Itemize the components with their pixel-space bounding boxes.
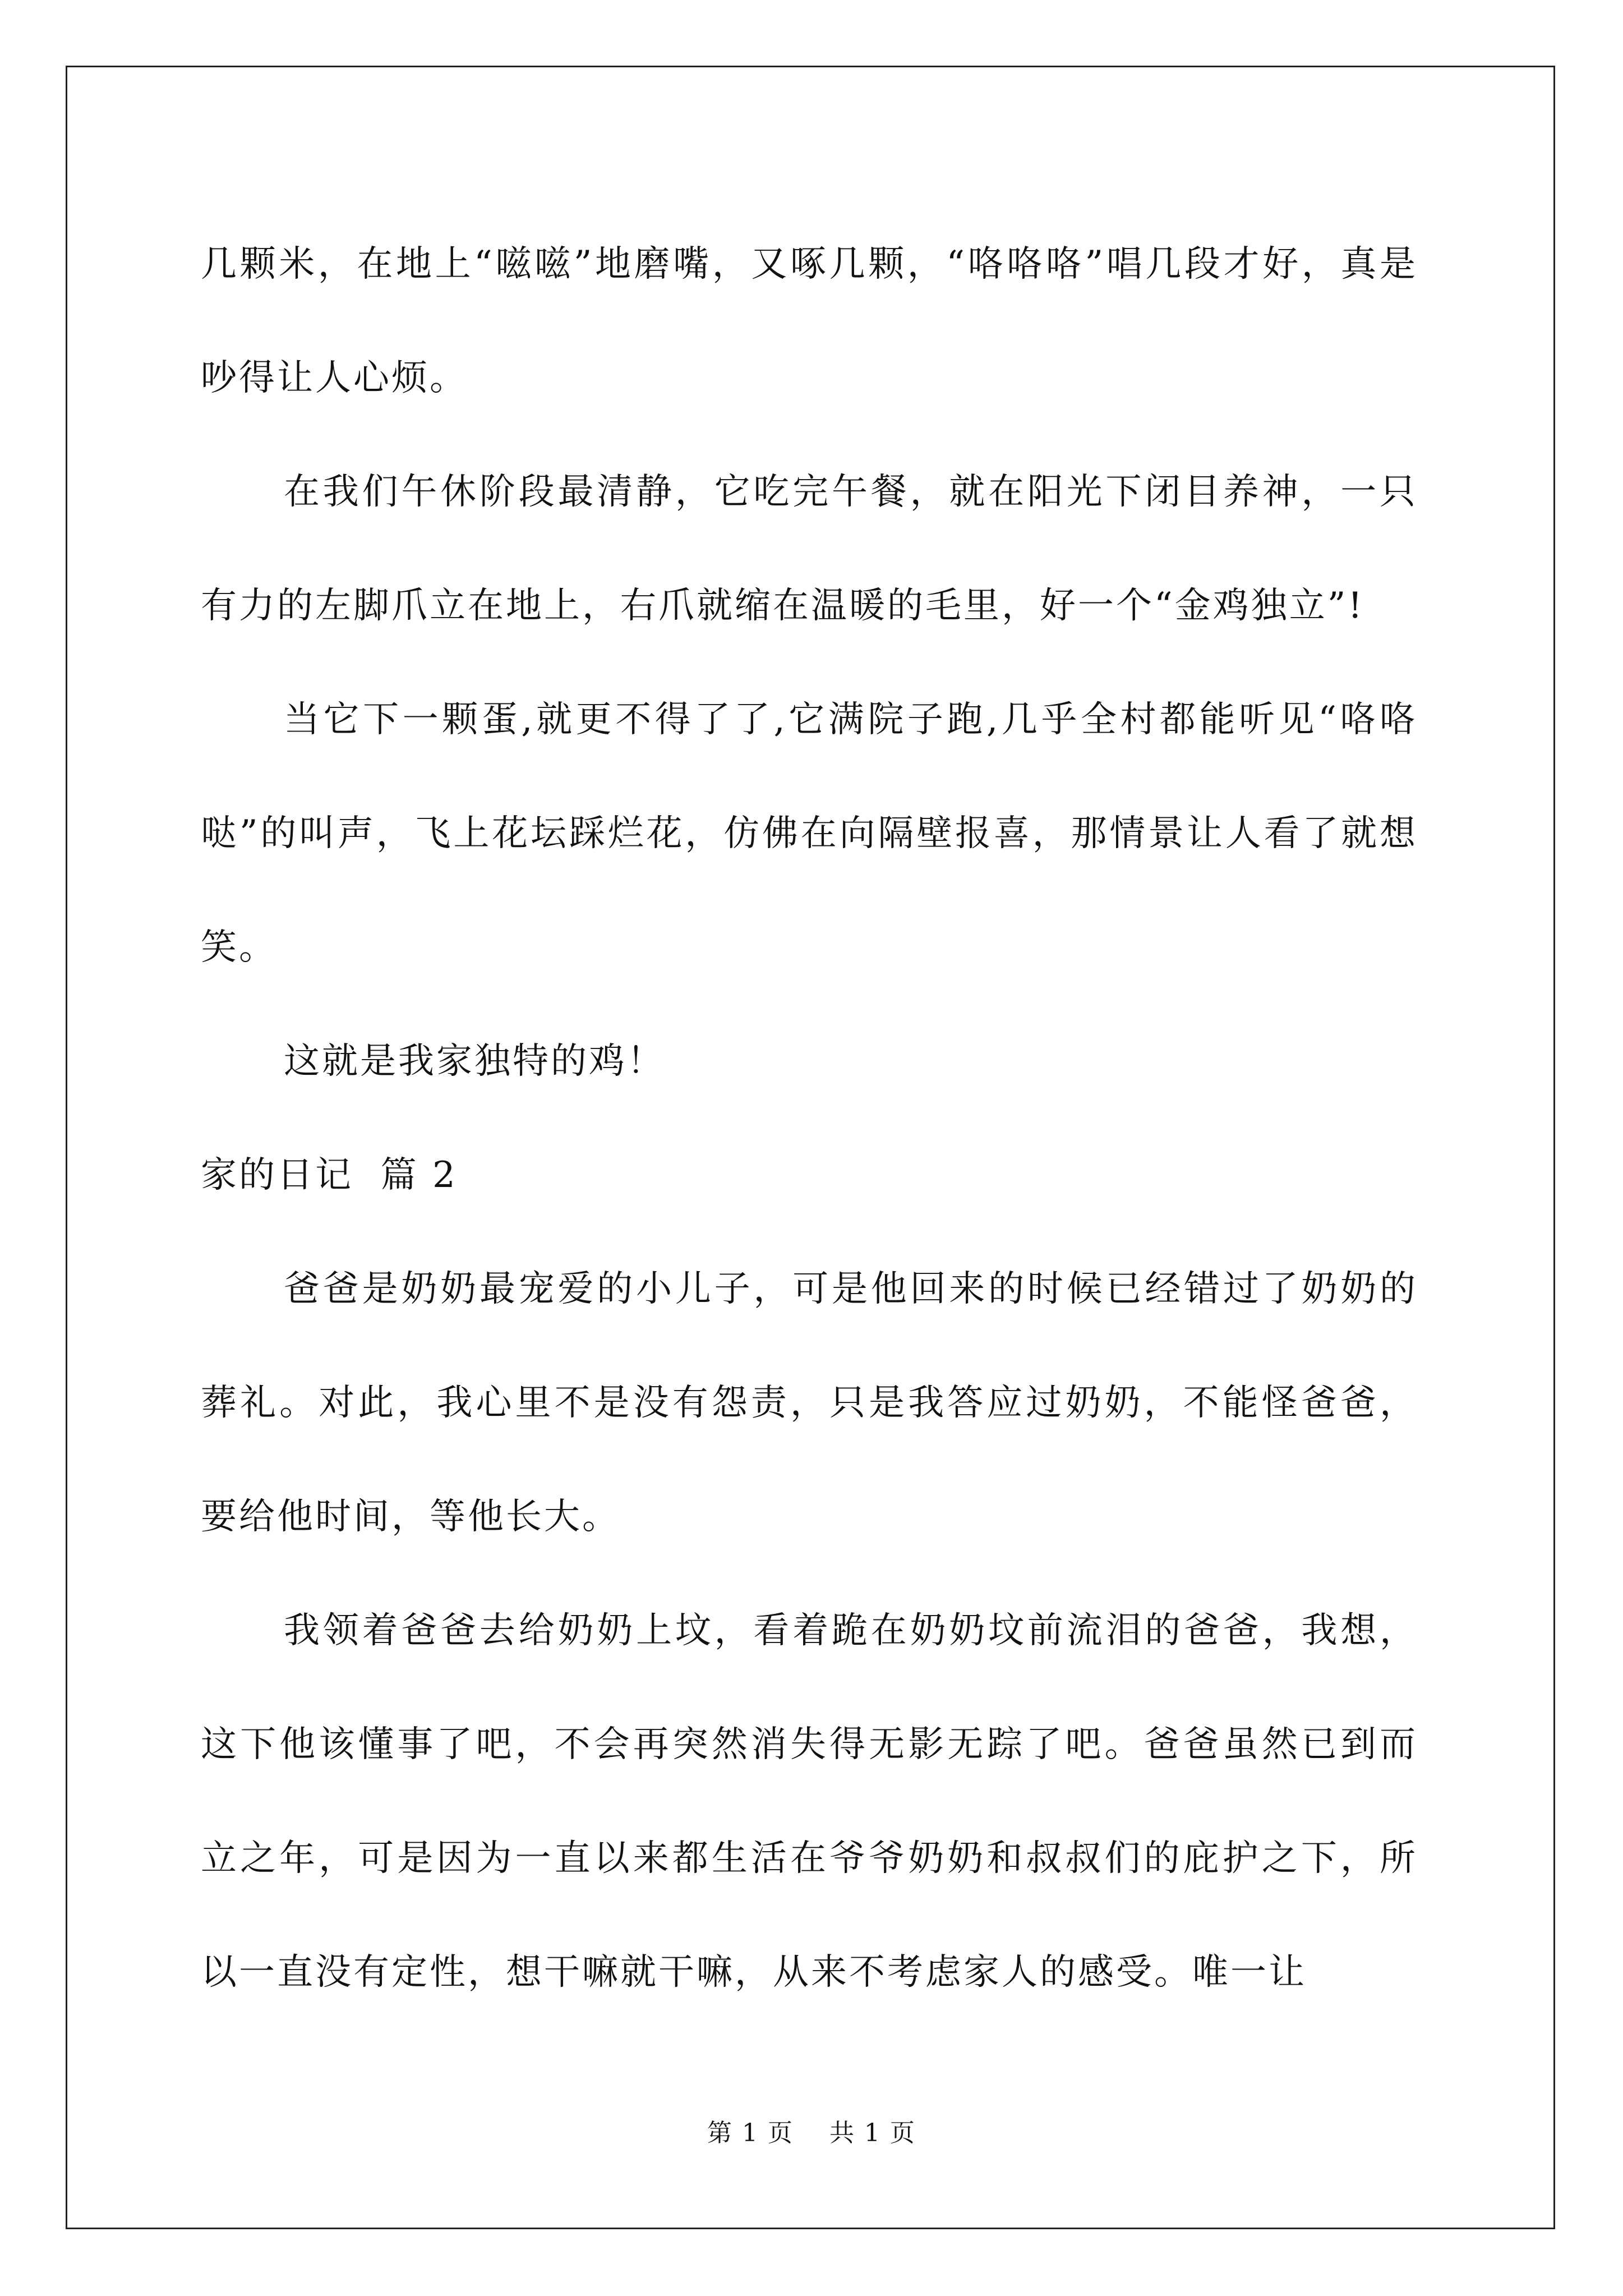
page-footer: 第 1 页 共 1 页 xyxy=(707,2119,916,2147)
document-body xyxy=(201,208,1418,2030)
paragraph: 当它下一颗蛋,就更不得了了,它满院子跑,几乎全村都能听见“咯咯哒”的叫声，飞上花坛踩烂花，仿佛在向隔壁报喜，那情景让人看了就想笑。 xyxy=(201,699,1418,968)
paragraph: 在我们午休阶段最清静，它吃完午餐，就在阳光下闭目养神，一只有力的左脚爪立在地上，右爪就缩在温暖的毛里，好一个“金鸡独立”! xyxy=(201,471,1418,627)
paragraph: 我领着爸爸去给奶奶上坟，看着跪在奶奶坟前流泪的爸爸，我想，这下他该懂事了吧，不会再突然消失得无影无踪了吧。爸爸虽然已到而立之年，可是因为一直以来都生活在爷爷奶奶和叔叔们的庇护之下，所以一直没有定性，想干嘛就干嘛，从来不考虑家人的感受。唯一让 xyxy=(201,1610,1418,1993)
paragraph: 爸爸是奶奶最宠爱的小儿子，可是他回来的时候已经错过了奶奶的葬礼。对此，我心里不是没有怨责，只是我答应过奶奶，不能怪爸爸，要给他时间，等他长大。 xyxy=(201,1268,1418,1538)
paragraph: 这就是我家独特的鸡！ xyxy=(284,1041,665,1082)
paragraph: 几颗米，在地上“嗞嗞”地磨嘴，又啄几颗，“咯咯咯”唱几段才好，真是吵得让人心烦。 xyxy=(201,243,1418,399)
section-heading: 家的日记 篇 2 xyxy=(201,1154,458,1196)
